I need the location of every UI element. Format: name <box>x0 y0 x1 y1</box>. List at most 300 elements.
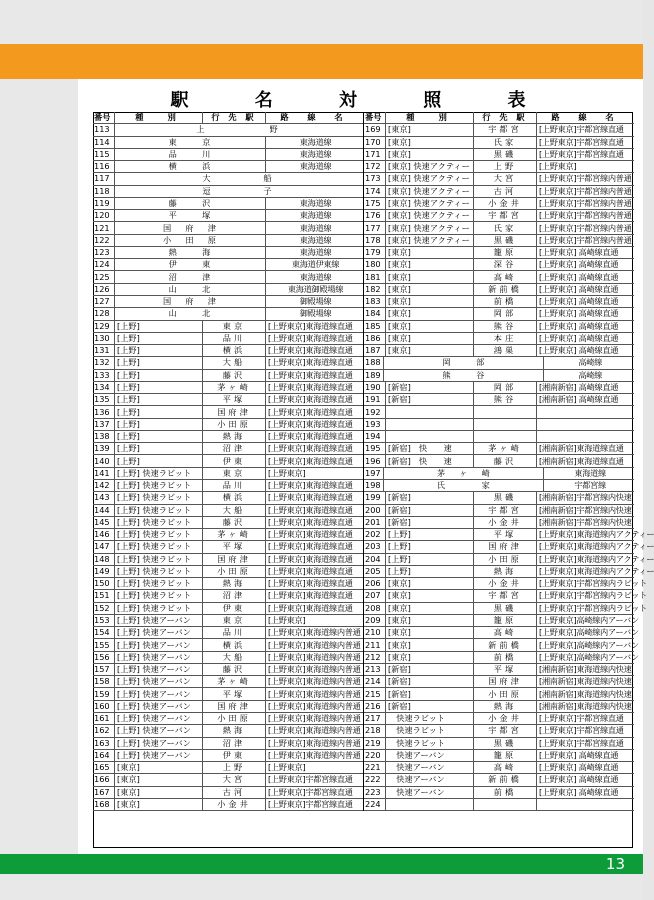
table-row <box>93 443 363 455</box>
row-type: [東京] <box>386 345 474 356</box>
row-line: [上野東京]東海道線直通 <box>268 578 353 589</box>
row-line: [上野東京] <box>539 161 577 172</box>
row-destination: 伊東 <box>203 750 266 761</box>
row-number: 169 <box>364 124 386 135</box>
row-number: 193 <box>364 419 386 430</box>
table-row <box>93 161 363 173</box>
row-line: [上野東京]高崎線内アーバン <box>539 627 639 638</box>
row-number: 147 <box>93 541 115 552</box>
row-number: 182 <box>364 284 386 295</box>
table-row <box>364 419 634 431</box>
row-number: 220 <box>364 750 386 761</box>
row-line: [上野東京]宇都宮線直通 <box>539 725 624 736</box>
row-type: [上野] 快速アーバン <box>115 725 203 736</box>
row-type: [東京] <box>386 247 474 258</box>
row-type: [新宿] 快 速 <box>386 455 474 466</box>
row-number: 168 <box>93 799 115 810</box>
row-type: [東京] <box>386 259 474 270</box>
row-number: 115 <box>93 149 115 160</box>
table-row <box>364 750 634 762</box>
row-line: [上野東京]宇都宮線内普通 <box>539 222 632 233</box>
row-number: 146 <box>93 529 115 540</box>
row-destination: 高崎 <box>474 271 537 282</box>
column-header-no: 番号 <box>364 112 386 123</box>
row-number: 142 <box>93 480 115 491</box>
row-number: 138 <box>93 431 115 442</box>
row-number: 186 <box>364 333 386 344</box>
table-row <box>364 321 634 333</box>
document-title: 駅 名 対 照 表 <box>170 90 556 111</box>
row-line: 東海道線 <box>299 210 332 221</box>
row-destination: 上野 <box>474 161 537 172</box>
row-number: 162 <box>93 725 115 736</box>
row-type: [東京] <box>386 639 474 650</box>
row-type: [東京] <box>386 271 474 282</box>
row-number: 208 <box>364 603 386 614</box>
row-type: [新宿] 快 速 <box>386 443 474 454</box>
row-number: 206 <box>364 578 386 589</box>
row-type: [上野] 快速ラビット <box>115 492 203 503</box>
table-row <box>364 382 634 394</box>
row-destination <box>474 419 537 430</box>
row-type: [上野] 快速ラビット <box>115 505 203 516</box>
row-number: 170 <box>364 137 386 148</box>
row-destination: 高崎 <box>474 762 537 773</box>
row-number: 218 <box>364 725 386 736</box>
row-number: 176 <box>364 210 386 221</box>
table-row <box>93 259 363 271</box>
table-row <box>93 738 363 750</box>
row-line: [上野東京]東海道線直通 <box>268 529 353 540</box>
row-destination: 藤沢 <box>203 664 266 675</box>
row-line: 東海道伊東線 <box>291 259 340 270</box>
row-line: [上野東京] 高崎線直通 <box>539 247 619 258</box>
row-type: [東京] <box>386 308 474 319</box>
row-type: [上野] 快速ラビット <box>115 529 203 540</box>
row-type: [新宿] <box>386 394 474 405</box>
row-number: 153 <box>93 615 115 626</box>
table-row <box>364 565 654 578</box>
table-row <box>364 443 634 455</box>
row-line: [上野東京]東海道線直通 <box>268 541 353 552</box>
row-number: 144 <box>93 505 115 516</box>
row-type: 快速ラビット <box>386 725 474 736</box>
table-row <box>93 382 363 394</box>
header-band <box>0 44 643 79</box>
row-type: 快速アーバン <box>386 750 474 761</box>
row-station: 国 府 津 <box>115 296 266 307</box>
table-row <box>364 468 634 480</box>
row-line: [上野東京]東海道線直通 <box>268 565 353 576</box>
row-type: [東京] <box>115 799 203 810</box>
table-row <box>93 149 363 161</box>
row-number: 154 <box>93 627 115 638</box>
table-row <box>93 554 363 566</box>
row-number: 132 <box>93 357 115 368</box>
row-destination: 大宮 <box>474 173 537 184</box>
table-row <box>93 308 363 320</box>
table-row <box>93 713 363 725</box>
row-type: [東京] <box>386 627 474 638</box>
row-type: [上野] <box>115 345 203 356</box>
row-type: [上野] 快速アーバン <box>115 676 203 687</box>
row-type: [上野] 快速アーバン <box>115 652 203 663</box>
row-line: [上野東京]宇都宮線内普通 <box>539 185 632 196</box>
table-row <box>364 308 634 320</box>
row-type: [東京] <box>386 603 474 614</box>
row-line: [湘南新宿]東海道線内快速 <box>539 700 632 711</box>
row-type: [東京] <box>386 652 474 663</box>
row-destination: 東京 <box>203 615 266 626</box>
row-number: 178 <box>364 235 386 246</box>
row-line: 東海道線 <box>299 222 332 233</box>
row-line: [上野東京] 高崎線直通 <box>539 283 619 294</box>
row-station: 藤 沢 <box>115 198 266 209</box>
row-type: [上野] <box>115 394 203 405</box>
row-type: [新宿] <box>386 517 474 528</box>
row-type: [東京] 快速アクティー <box>386 161 474 172</box>
row-type: 快速アーバン <box>386 774 474 785</box>
row-line: [上野東京]東海道線直通 <box>268 516 353 527</box>
table-row <box>93 271 363 283</box>
row-line: [上野東京] <box>268 615 306 626</box>
table-row <box>93 406 363 418</box>
table-row <box>364 651 639 664</box>
row-type: [東京] <box>386 137 474 148</box>
row-line: [上野東京]東海道線直通 <box>268 431 353 442</box>
row-line: [上野東京]東海道線内普通 <box>268 737 361 748</box>
row-destination: 国府津 <box>203 406 266 417</box>
row-line: [上野東京]東海道線直通 <box>268 345 353 356</box>
table-row <box>364 370 634 382</box>
table-row <box>93 787 363 799</box>
table-row <box>364 198 634 210</box>
row-destination: 黒磯 <box>474 738 537 749</box>
row-type: [上野] 快速ラビット <box>115 603 203 614</box>
row-destination: 鴻巣 <box>474 345 537 356</box>
row-number: 122 <box>93 235 115 246</box>
table-row <box>364 137 634 149</box>
row-number: 125 <box>93 271 115 282</box>
row-type: [上野] 快速ラビット <box>115 566 203 577</box>
row-line <box>537 799 634 810</box>
table-row <box>364 541 654 553</box>
table-row <box>93 186 363 198</box>
row-type: [上野] <box>386 554 474 565</box>
row-number: 189 <box>364 370 384 381</box>
table-row <box>93 725 363 737</box>
row-destination: 小金井 <box>474 713 537 724</box>
row-destination: 熱海 <box>474 566 537 577</box>
row-line: [上野東京]東海道線内普通 <box>268 664 361 675</box>
table-row <box>364 664 634 676</box>
row-line: [上野東京]宇都宮線内ラビット <box>539 602 647 613</box>
row-number: 127 <box>93 296 115 307</box>
row-destination: 本庄 <box>474 333 537 344</box>
row-type: [東京] <box>386 615 474 626</box>
table-row <box>93 210 363 222</box>
row-destination: 大船 <box>203 652 266 663</box>
row-line: [上野東京]東海道線内アクティー <box>539 565 654 576</box>
row-number: 151 <box>93 590 115 601</box>
column-header-dest: 行 先 駅 <box>474 112 537 123</box>
row-type: [新宿] <box>386 492 474 503</box>
row-type: [新宿] <box>386 664 474 675</box>
row-line: [上野東京]宇都宮線直通 <box>268 774 353 785</box>
row-number: 173 <box>364 173 386 184</box>
row-type: [上野] <box>386 529 474 540</box>
row-line: [上野東京] 高崎線直通 <box>539 774 619 785</box>
row-type: [新宿] <box>386 701 474 712</box>
row-destination: 上野 <box>203 762 266 773</box>
row-line: [上野東京]東海道線内普通 <box>268 700 361 711</box>
row-number: 201 <box>364 517 386 528</box>
row-destination: 熱海 <box>203 431 266 442</box>
row-number: 174 <box>364 186 386 197</box>
row-number: 114 <box>93 137 115 148</box>
row-type: 快速アーバン <box>386 762 474 773</box>
row-line: [上野東京]宇都宮線内ラビット <box>539 590 647 601</box>
row-number: 207 <box>364 590 386 601</box>
row-type: [上野] <box>115 321 203 332</box>
table-row <box>93 284 363 296</box>
row-station: 伊 東 <box>115 259 266 270</box>
row-line: [上野東京]東海道線直通 <box>268 480 353 491</box>
row-line: [上野東京]東海道線直通 <box>268 590 353 601</box>
table-row <box>364 222 634 234</box>
row-number: 219 <box>364 738 386 749</box>
row-destination: 茅ヶ崎 <box>203 676 266 687</box>
row-destination: 国府津 <box>474 541 537 552</box>
row-number: 139 <box>93 443 115 454</box>
row-line: 高崎線 <box>578 369 602 380</box>
table-row <box>364 738 634 750</box>
row-number: 156 <box>93 652 115 663</box>
row-destination: 熊谷 <box>474 321 537 332</box>
row-line: 東海道線 <box>299 197 332 208</box>
row-line: [上野東京] 高崎線直通 <box>539 345 619 356</box>
table-row <box>93 235 363 247</box>
row-station-merged: 逗 子 <box>202 185 276 196</box>
column-header-type: 種 別 <box>386 112 474 123</box>
row-number: 157 <box>93 664 115 675</box>
row-number: 159 <box>93 688 115 699</box>
row-line: 宇都宮線 <box>574 480 606 491</box>
row-type: [東京] <box>115 762 203 773</box>
table-row <box>93 627 363 639</box>
table-row <box>93 492 363 504</box>
row-type: [東京] <box>386 149 474 160</box>
row-destination: 熱海 <box>203 578 266 589</box>
row-line: [湘南新宿]宇都宮線内快速 <box>539 492 632 503</box>
row-destination: 国府津 <box>474 676 537 687</box>
row-line: [上野東京]東海道線直通 <box>268 504 353 515</box>
row-number: 134 <box>93 382 115 393</box>
row-number: 135 <box>93 394 115 405</box>
row-destination: 小田原 <box>203 566 266 577</box>
row-type: [上野] 快速アーバン <box>115 664 203 675</box>
table-row <box>93 603 363 615</box>
row-type: [東京] <box>115 787 203 798</box>
row-type: [新宿] <box>386 688 474 699</box>
table-row <box>364 762 634 774</box>
row-destination: 宇都宮 <box>474 590 537 601</box>
row-line: [上野東京]宇都宮線内普通 <box>539 210 632 221</box>
row-line: 東海道線 <box>299 271 332 282</box>
row-line: [湘南新宿] 高崎線直通 <box>539 394 619 405</box>
row-type: [上野] <box>115 431 203 442</box>
row-type <box>386 406 474 417</box>
table-row <box>364 247 634 259</box>
table-row <box>364 774 634 786</box>
row-line: [湘南新宿]東海道線内快速 <box>539 664 632 675</box>
table-row <box>93 357 363 369</box>
row-line: [上野東京]東海道線内普通 <box>268 639 361 650</box>
table-row <box>364 787 634 799</box>
row-type: [上野] <box>115 443 203 454</box>
table-row <box>364 284 634 296</box>
row-destination: 小金井 <box>474 517 537 528</box>
row-line: [上野東京]宇都宮線直通 <box>539 148 624 159</box>
table-row <box>364 259 634 271</box>
row-type: [上野] <box>386 566 474 577</box>
row-line: [上野東京] <box>268 762 306 773</box>
row-destination <box>474 799 537 810</box>
row-destination: 小田原 <box>474 554 537 565</box>
row-number: 133 <box>93 370 115 381</box>
row-line: [上野東京]東海道線直通 <box>268 357 353 368</box>
row-number: 163 <box>93 738 115 749</box>
row-destination: 国府津 <box>203 701 266 712</box>
row-line: [湘南新宿]東海道線内快速 <box>539 676 632 687</box>
table-row <box>364 345 634 357</box>
table-row <box>364 701 634 713</box>
table-row <box>364 455 634 467</box>
table-row <box>364 725 634 737</box>
row-number: 222 <box>364 774 386 785</box>
row-number: 212 <box>364 652 386 663</box>
row-destination: 宇都宮 <box>474 505 537 516</box>
row-type: 快速アーバン <box>386 787 474 798</box>
row-number: 141 <box>93 468 115 479</box>
footer-band <box>0 854 643 874</box>
row-number: 194 <box>364 431 386 442</box>
page-number: 13 <box>605 855 625 873</box>
row-type: [東京] 快速アクティー <box>386 186 474 197</box>
row-number: 188 <box>364 357 384 368</box>
row-line: [上野東京]東海道線内アクティー <box>539 553 654 564</box>
row-type <box>386 799 474 810</box>
row-destination: 伊東 <box>203 603 266 614</box>
row-line: [上野東京]宇都宮線内普通 <box>539 173 632 184</box>
row-number: 128 <box>93 308 115 319</box>
table-row <box>93 173 363 185</box>
row-destination: 黒磯 <box>474 603 537 614</box>
row-line: [上野東京] 高崎線直通 <box>539 308 619 319</box>
row-type: [上野] 快速アーバン <box>115 750 203 761</box>
row-line: [湘南新宿]東海道線直通 <box>539 443 624 454</box>
table-row <box>364 149 634 161</box>
row-line: [上野東京] 高崎線直通 <box>539 259 619 270</box>
row-station: 平 塚 <box>115 210 266 221</box>
row-destination: 小田原 <box>474 688 537 699</box>
row-station-span: 岡 部 <box>384 357 544 368</box>
row-type: [上野] <box>115 382 203 393</box>
row-destination: 前橋 <box>474 787 537 798</box>
row-line: [上野東京]東海道線内普通 <box>268 725 361 736</box>
table-row <box>93 222 363 234</box>
row-number: 126 <box>93 284 115 295</box>
row-number: 131 <box>93 345 115 356</box>
row-line: [上野東京]東海道線直通 <box>268 381 353 392</box>
table-row <box>364 394 634 406</box>
row-destination: 岡部 <box>474 308 537 319</box>
row-type: [上野] 快速ラビット <box>115 480 203 491</box>
row-destination: 藤沢 <box>203 370 266 381</box>
row-type: [上野] 快速アーバン <box>115 639 203 650</box>
row-line: [上野東京]宇都宮線内ラビット <box>539 578 647 589</box>
table-row <box>364 124 634 136</box>
row-destination: 小金井 <box>203 799 266 810</box>
row-destination: 国府津 <box>203 554 266 565</box>
table-row <box>93 124 363 136</box>
row-line: [上野東京]宇都宮線直通 <box>539 136 624 147</box>
row-destination: 横浜 <box>203 639 266 650</box>
row-type: [上野] <box>115 357 203 368</box>
row-line: 御殿場線 <box>299 308 332 319</box>
row-line: [上野東京]東海道線内普通 <box>268 627 361 638</box>
row-line: [上野東京]宇都宮線直通 <box>539 737 624 748</box>
table-row <box>364 357 634 369</box>
table-row <box>364 627 639 639</box>
row-type: [東京] 快速アクティー <box>386 222 474 233</box>
row-number: 181 <box>364 271 386 282</box>
row-destination: 沼津 <box>203 443 266 454</box>
row-type: [上野] <box>115 370 203 381</box>
row-type: [上野] <box>115 419 203 430</box>
row-destination: 宇都宮 <box>474 725 537 736</box>
table-row <box>93 566 363 578</box>
row-number: 213 <box>364 664 386 675</box>
table-row <box>93 455 363 467</box>
row-destination: 前橋 <box>474 296 537 307</box>
table-row <box>93 664 363 676</box>
row-type: [上野] 快速ラビット <box>115 590 203 601</box>
row-station-span: 熊 谷 <box>384 370 544 381</box>
row-line: [上野東京]東海道線内普通 <box>268 749 361 760</box>
row-destination: 氏家 <box>474 222 537 233</box>
row-destination: 東京 <box>203 468 266 479</box>
row-line: 東海道線 <box>299 148 332 159</box>
table-row <box>93 615 363 627</box>
row-number: 215 <box>364 688 386 699</box>
table-row <box>364 480 634 492</box>
row-destination: 小金井 <box>474 198 537 209</box>
row-number: 221 <box>364 762 386 773</box>
row-line: [上野東京] 高崎線直通 <box>539 296 619 307</box>
row-destination: 品川 <box>203 480 266 491</box>
table-row <box>364 431 634 443</box>
table-row <box>364 333 634 345</box>
row-number: 198 <box>364 480 384 491</box>
row-number: 158 <box>93 676 115 687</box>
row-line: 東海道線 <box>574 467 606 478</box>
row-destination: 平塚 <box>203 394 266 405</box>
row-number: 124 <box>93 259 115 270</box>
row-destination: 沼津 <box>203 738 266 749</box>
row-number: 223 <box>364 787 386 798</box>
row-line: [上野東京]東海道線直通 <box>268 320 353 331</box>
